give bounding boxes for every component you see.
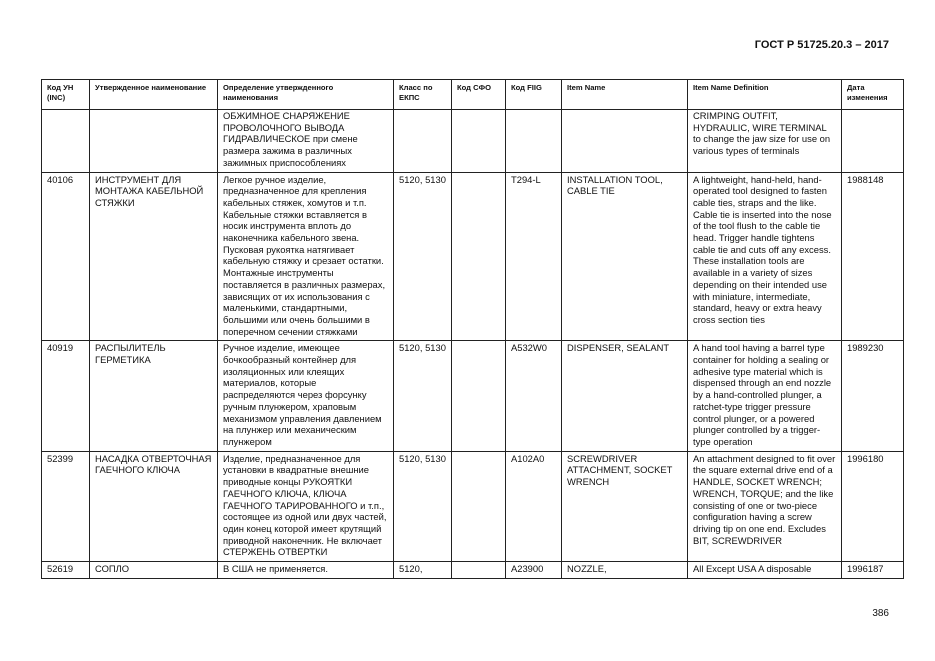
cell-name: ИНСТРУМЕНТ ДЛЯ МОНТАЖА КАБЕЛЬНОЙ СТЯЖКИ	[90, 172, 218, 341]
cell-item-definition: A lightweight, hand-held, hand-operated tool designed to fasten cable ties, straps and the like. Cable tie is inserted into the nose of the tool flush to the cable tie head. Trigger handle tightens cable tie and cuts off any excess. These installation tools are available in a variety of sizes depending on their intended use with miniature, intermediate, standard, heavy or extra heavy cross section ties	[688, 172, 842, 341]
cell-definition: Изделие, предназначенное для установки в квадратные внешние приводные концы РУКОЯТКИ ГАЕЧНОГО КЛЮЧА, КЛЮЧА ГАЕЧНОГО ТАРИРОВАННОГО и т.п., состоящее из одной или двух частей, один конец которой имеет крутящий приводной наконечник. Не включает СТЕРЖЕНЬ ОТВЕРТКИ	[218, 451, 394, 561]
cell-item-definition: An attachment designed to fit over the square external drive end of a HANDLE, SOCKET WRENCH; WRENCH, TORQUE; and the like consisting of one or two-piece configuration having a screw driving tip on one end. Excludes BIT, SCREWDRIVER	[688, 451, 842, 561]
cell-sfo	[452, 110, 506, 173]
column-header-date: Дата изменения	[842, 80, 904, 110]
cell-name	[90, 110, 218, 173]
cell-definition: Легкое ручное изделие, предназначенное для крепления кабельных стяжек, хомутов и т.п. Кабельные стяжки вставляется в носик инструмента вплоть до наконечника кабельного звена. Пусковая рукоятка натягивает кабельную стяжку и срезает остатки. Монтажные инструменты поставляется в различных размерах, зависящих от их использования с маленькими, стандартными, большими или очень большими в поперечном сечении стяжками	[218, 172, 394, 341]
cell-sfo	[452, 172, 506, 341]
cell-class: 5120, 5130	[394, 341, 452, 451]
cell-definition: ОБЖИМНОЕ СНАРЯЖЕНИЕ ПРОВОЛОЧНОГО ВЫВОДА ГИДРАВЛИЧЕСКОЕ при смене размера зажима в различных зажимных приспособлениях	[218, 110, 394, 173]
cell-definition: Ручное изделие, имеющее бочкообразный контейнер для изоляционных или клеящих материалов, которые распределяются через форсунку ручным плунжером, храповым механизмом управления давлением на плунжер или механическим плунжером	[218, 341, 394, 451]
cell-date: 1989230	[842, 341, 904, 451]
cell-class	[394, 110, 452, 173]
table-row	[42, 451, 904, 561]
cell-class: 5120,	[394, 562, 452, 579]
column-header-item-definition: Item Name Definition	[688, 80, 842, 110]
cell-inc: 40106	[42, 172, 90, 341]
column-header-fiig: Код FIIG	[506, 80, 562, 110]
document-header: ГОСТ Р 51725.20.3 – 2017	[754, 39, 889, 51]
cell-inc: 52619	[42, 562, 90, 579]
cell-item-definition: All Except USA A disposable	[688, 562, 842, 579]
table-row	[42, 172, 904, 341]
cell-date: 1988148	[842, 172, 904, 341]
cell-name: РАСПЫЛИТЕЛЬ ГЕРМЕТИКА	[90, 341, 218, 451]
cell-fiig	[506, 110, 562, 173]
cell-inc	[42, 110, 90, 173]
cell-item-name: DISPENSER, SEALANT	[562, 341, 688, 451]
cell-class: 5120, 5130	[394, 451, 452, 561]
cell-item-name: INSTALLATION TOOL, CABLE TIE	[562, 172, 688, 341]
table-row	[42, 341, 904, 451]
cell-date: 1996187	[842, 562, 904, 579]
cell-inc: 52399	[42, 451, 90, 561]
cell-fiig: A23900	[506, 562, 562, 579]
cell-class: 5120, 5130	[394, 172, 452, 341]
cell-sfo	[452, 562, 506, 579]
table-header-row	[42, 80, 904, 110]
cell-item-definition: A hand tool having a barrel type container for holding a sealing or adhesive type material which is dispensed through an end nozzle by a hand-controlled plunger, a ratchet-type trigger pressure control plunger, or a powered plunger controlled by a trigger-type operation	[688, 341, 842, 451]
cell-date	[842, 110, 904, 173]
cell-fiig: A102A0	[506, 451, 562, 561]
column-header-class: Класс по ЕКПС	[394, 80, 452, 110]
data-table	[41, 79, 904, 579]
page-number: 386	[872, 608, 889, 619]
cell-fiig: A532W0	[506, 341, 562, 451]
cell-item-name: NOZZLE,	[562, 562, 688, 579]
cell-inc: 40919	[42, 341, 90, 451]
cell-item-name	[562, 110, 688, 173]
cell-sfo	[452, 451, 506, 561]
table-row	[42, 110, 904, 173]
column-header-inc: Код УН (INC)	[42, 80, 90, 110]
column-header-definition: Определение утвержденного наименования	[218, 80, 394, 110]
cell-item-definition: CRIMPING OUTFIT, HYDRAULIC, WIRE TERMINAL to change the jaw size for use on various types of terminals	[688, 110, 842, 173]
cell-definition: В США не применяется.	[218, 562, 394, 579]
column-header-name: Утвержденное наименование	[90, 80, 218, 110]
cell-fiig: T294-L	[506, 172, 562, 341]
cell-sfo	[452, 341, 506, 451]
cell-name: СОПЛО	[90, 562, 218, 579]
cell-date: 1996180	[842, 451, 904, 561]
cell-name: НАСАДКА ОТВЕРТОЧНАЯ ГАЕЧНОГО КЛЮЧА	[90, 451, 218, 561]
column-header-item-name: Item Name	[562, 80, 688, 110]
column-header-sfo: Код СФО	[452, 80, 506, 110]
table-row	[42, 562, 904, 579]
cell-item-name: SCREWDRIVER ATTACHMENT, SOCKET WRENCH	[562, 451, 688, 561]
